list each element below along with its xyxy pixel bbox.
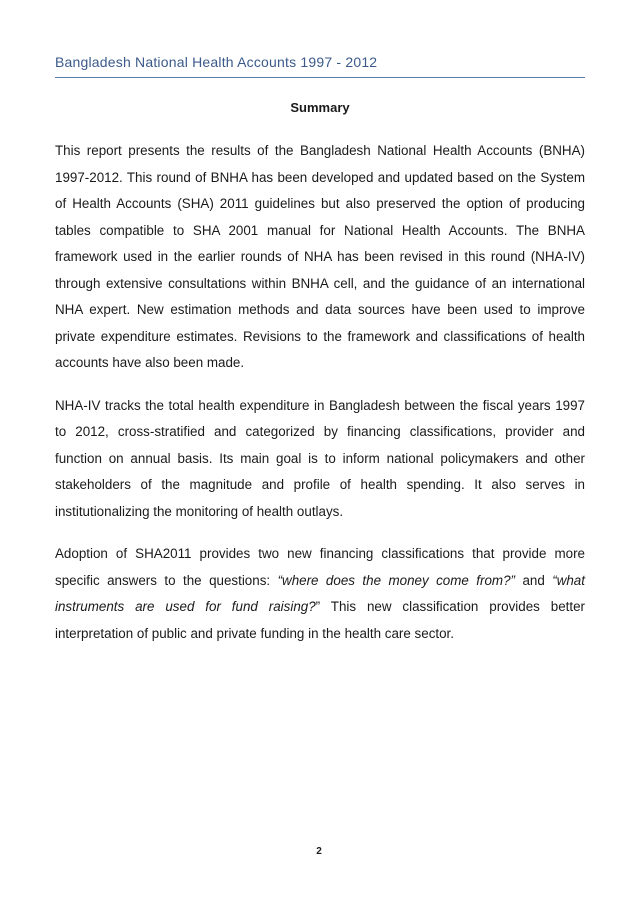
page-number: 2 — [316, 846, 322, 857]
section-title: Summary — [290, 100, 350, 115]
running-header: Bangladesh National Health Accounts 1997 - 2012 — [55, 54, 378, 70]
paragraph-sha2011-text-2: and — [515, 572, 553, 588]
header-divider — [55, 77, 585, 78]
paragraph-scope: NHA-IV tracks the total health expenditure in Bangladesh between the fiscal years 1997 to 2012, cross-stratified and categorized by financing classifications, provider and function on annual basis. Its main goal is to inform national policymakers and other stakeholders of the magnitude and profile of health spending. It also serves in institutionalizing the monitoring of health outlays. — [55, 397, 585, 519]
paragraph-sha2011-text-1: Adoption of SHA2011 provides two new financing classifications that provide more specific answers to the questions: — [55, 546, 585, 588]
summary-body — [55, 138, 585, 663]
paragraph-sha2011-text-3: ” This new classification provides better interpretation of public and private funding in the health care sector. — [55, 599, 585, 641]
paragraph-sha2011 — [55, 541, 585, 647]
question-money-source: “where does the money come from?” — [277, 572, 515, 588]
question-fund-raising: “what instruments are used for fund raising? — [55, 572, 585, 614]
paragraph-intro: This report presents the results of the Bangladesh National Health Accounts (BNHA) 1997-2012. This round of BNHA has been developed and updated based on the System of Health Accounts (SHA) 2011 guidelines but also preserved the option of producing tables compatible to SHA 2001 manual for National Health Accounts. The BNHA framework used in the earlier rounds of NHA has been revised in this round (NHA-IV) through extensive consultations within BNHA cell, and the guidance of an international NHA expert. New estimation methods and data sources have been used to improve private expenditure estimates. Revisions to the framework and classifications of health accounts have also been made. — [55, 143, 585, 370]
